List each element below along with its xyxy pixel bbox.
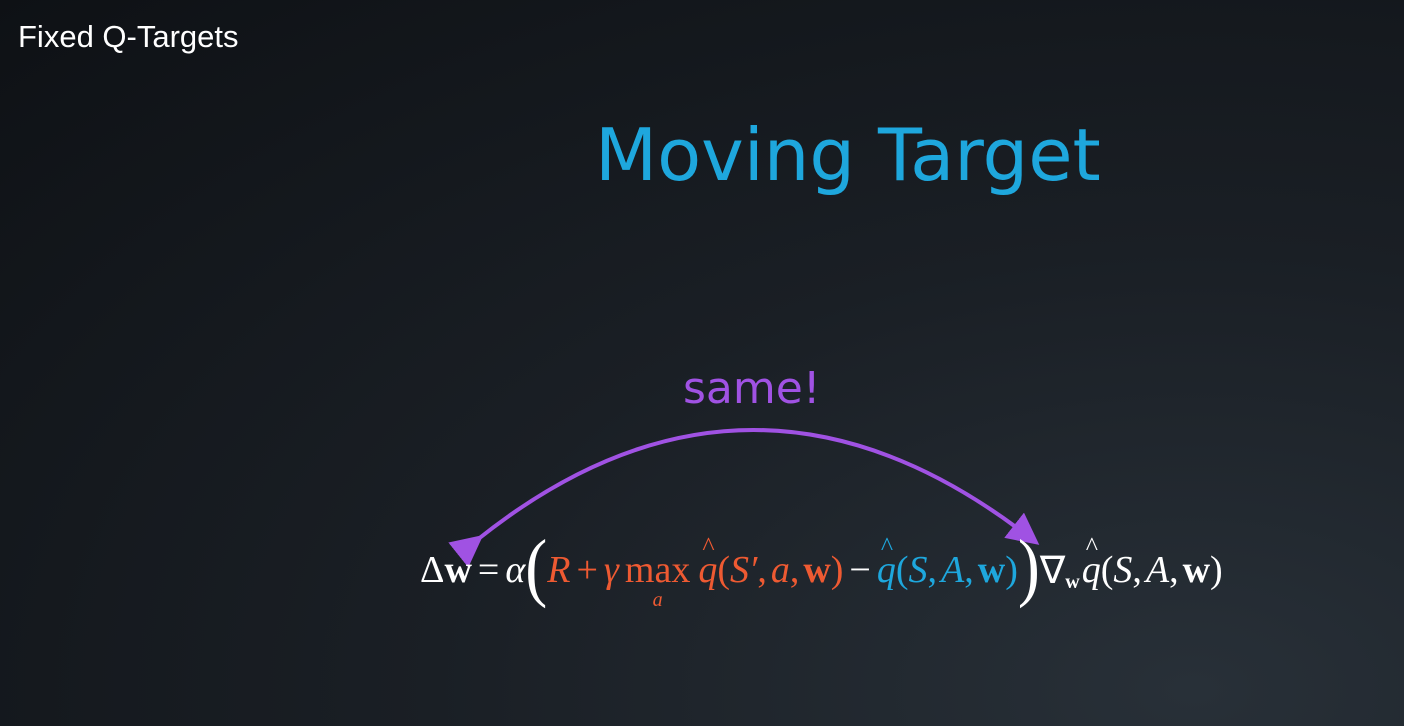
arc-path <box>477 430 1033 540</box>
eq-estimate-w: w <box>977 549 1006 591</box>
eq-gradient-comma1: , <box>1132 549 1142 591</box>
eq-estimate-open: ( <box>895 549 909 591</box>
eq-max-sub: a <box>652 589 663 611</box>
eq-minus: − <box>849 549 871 591</box>
eq-open-paren: ( <box>525 525 548 610</box>
eq-plus: + <box>576 549 598 591</box>
eq-estimate-comma2: , <box>964 549 974 591</box>
eq-alpha: α <box>505 549 526 591</box>
eq-delta: Δ <box>420 549 445 591</box>
eq-target-close: ) <box>830 549 844 591</box>
eq-estimate-s: S <box>908 549 928 591</box>
update-equation <box>420 525 1223 611</box>
eq-close-paren: ) <box>1017 525 1040 610</box>
eq-gamma: γ <box>603 549 619 591</box>
eq-target-qhat: ^ q <box>698 548 717 592</box>
eq-target-s-prime: S′ <box>730 549 758 591</box>
eq-gradient-s: S <box>1113 549 1133 591</box>
eq-estimate-comma1: , <box>927 549 938 591</box>
eq-gradient-comma2: , <box>1169 549 1179 591</box>
eq-max-word: max <box>624 549 691 591</box>
eq-reward: R <box>547 549 571 591</box>
eq-nabla: ∇ <box>1039 549 1066 592</box>
eq-target-open: ( <box>717 549 730 591</box>
eq-nabla-sub: w <box>1065 570 1080 593</box>
eq-estimate-qhat: ^ q <box>877 548 896 592</box>
video-title: Fixed Q-Targets <box>18 19 239 54</box>
slide-heading: Moving Target <box>595 113 1101 197</box>
eq-gradient-close: ) <box>1210 549 1223 591</box>
eq-estimate-a: A <box>941 549 965 591</box>
eq-max <box>624 549 691 611</box>
eq-gradient-a: A <box>1145 549 1170 591</box>
eq-gradient-open: ( <box>1100 549 1114 591</box>
eq-target-a: a <box>770 549 790 591</box>
eq-gradient-qhat: ^ q <box>1082 548 1101 592</box>
eq-equals: = <box>477 549 500 591</box>
same-annotation: same! <box>683 363 821 414</box>
eq-gradient-w: w <box>1182 549 1211 591</box>
eq-estimate-close: ) <box>1005 549 1018 591</box>
eq-lhs-w: w <box>444 549 472 591</box>
eq-target-w: w <box>803 549 831 591</box>
eq-target-comma2: , <box>789 549 800 591</box>
eq-target-comma1: , <box>757 549 767 591</box>
